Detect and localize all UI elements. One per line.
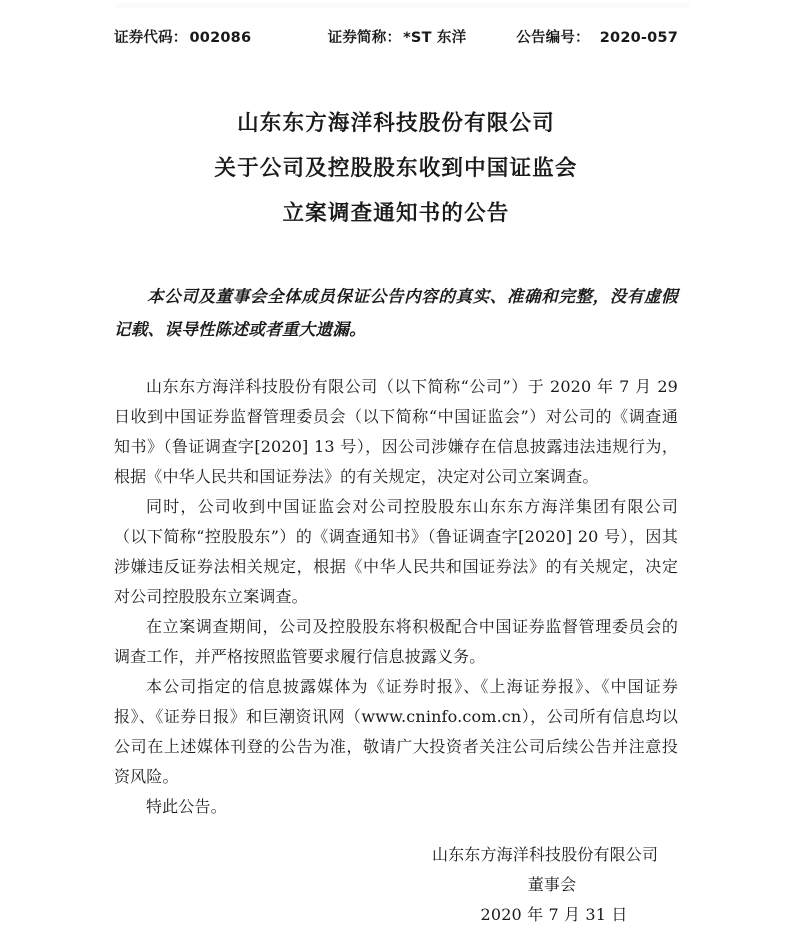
security-code-field xyxy=(114,26,328,47)
body-paragraph: 同时，公司收到中国证监会对公司控股股东山东东方海洋集团有限公司（以下简称“控股股东”）的《调查通知书》（鲁证调查字[2020] 20 号），因其涉嫌违反证券法相关规定，根据《中华人民共和国证券法》的有关规定，决定对公司控股股东立案调查。 xyxy=(114,497,678,606)
page-title xyxy=(114,101,678,236)
title-line-2: 关于公司及控股股东收到中国证监会 xyxy=(214,156,578,181)
security-code-label: 证券代码： xyxy=(114,30,188,46)
signature-block xyxy=(432,840,678,930)
announcement-number-value: 2020-057 xyxy=(599,30,678,46)
document-content xyxy=(114,0,678,930)
body-text xyxy=(114,372,678,822)
signature-board: 董事会 xyxy=(527,875,577,894)
security-abbr-label: 证券简称： xyxy=(327,30,402,46)
security-code-value: 002086 xyxy=(189,30,252,46)
responsibility-disclaimer: 本公司及董事会全体成员保证公告内容的真实、准确和完整，没有虚假记载、误导性陈述或者重大遗漏。 xyxy=(114,287,678,339)
body-paragraph: 在立案调查期间，公司及控股股东将积极配合中国证券监督管理委员会的调查工作，并严格按照监管要求履行信息披露义务。 xyxy=(114,617,678,666)
announcement-number-field xyxy=(516,26,678,47)
body-paragraph-closing: 特此公告。 xyxy=(146,797,227,816)
announcement-number-label: 公告编号： xyxy=(516,30,590,46)
signature-date: 2020 年 7 月 31 日 xyxy=(480,905,628,924)
document-header xyxy=(114,0,678,47)
security-abbr-value: *ST 东洋 xyxy=(403,30,467,46)
security-abbr-field xyxy=(328,26,517,47)
body-paragraph: 山东东方海洋科技股份有限公司（以下简称“公司”）于 2020 年 7 月 29 日收到中国证券监督管理委员会（以下简称“中国证监会”）对公司的《调查通知书》（鲁证调查字[2020] 13 号），因公司涉嫌存在信息披露违法违规行为，根据《中华人民共和国证券法》的有关规定，决定对公司立案调查。 xyxy=(114,377,678,486)
body-paragraph: 本公司指定的信息披露媒体为《证券时报》、《上海证券报》、《中国证券报》、《证券日报》和巨潮资讯网（www.cninfo.com.cn），公司所有信息均以公司在上述媒体刊登的公告为准，敬请广大投资者关注公司后续公告并注意投资风险。 xyxy=(114,677,678,786)
signature-company: 山东东方海洋科技股份有限公司 xyxy=(432,845,659,864)
title-line-3: 立案调查通知书的公告 xyxy=(282,201,510,226)
title-line-1: 山东东方海洋科技股份有限公司 xyxy=(237,111,555,136)
